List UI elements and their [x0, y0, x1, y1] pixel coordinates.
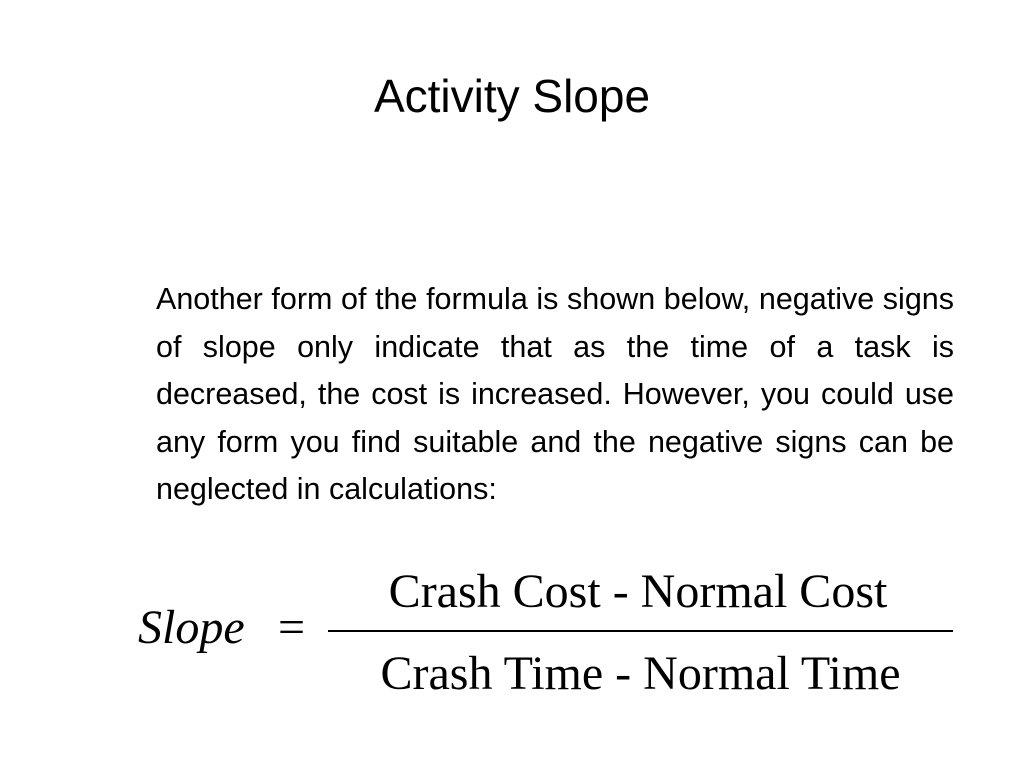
slope-formula — [138, 558, 958, 708]
formula-denominator: Crash Time - Normal Time — [380, 647, 901, 700]
formula-numerator: Crash Cost - Normal Cost — [388, 565, 888, 618]
formula-equals-sign: = — [278, 601, 306, 654]
fraction-bar — [328, 630, 953, 632]
body-paragraph: Another form of the formula is shown below, negative signs of slope only indicate that as the time of a task is decreased, the cost is increased. However, you could use any form you find suitable and the negative signs can be neglected in calculations: — [156, 282, 954, 506]
formula-lhs: Slope — [138, 601, 245, 654]
slide-title: Activity Slope — [373, 70, 651, 122]
